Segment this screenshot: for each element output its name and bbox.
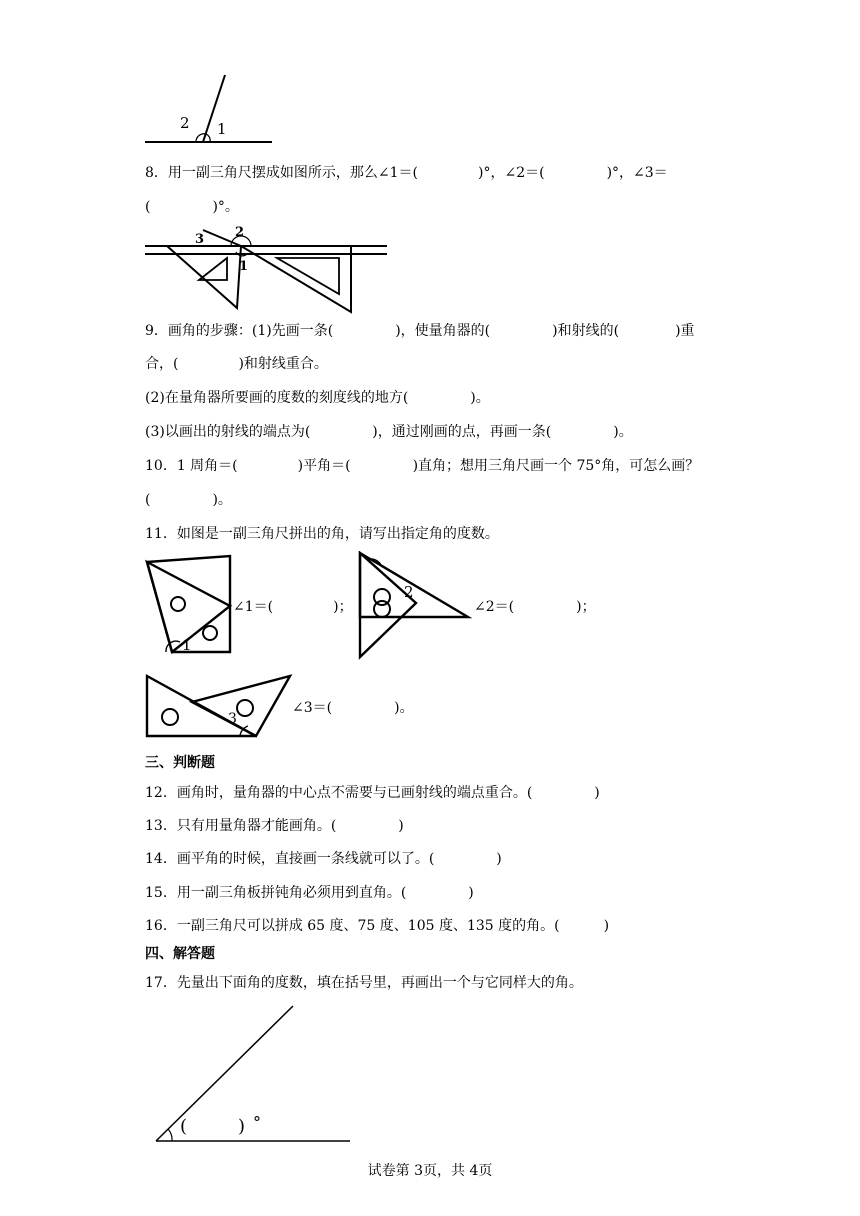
q15: 15．用一副三角板拼钝角必须用到直角。( ) bbox=[145, 885, 474, 901]
q8-line2: ( )°。 bbox=[145, 199, 239, 215]
q13: 13．只有用量角器才能画角。( ) bbox=[145, 818, 404, 834]
figure-q11-angle-3 bbox=[144, 670, 294, 740]
q8-angle-1-label: 1 bbox=[239, 259, 249, 274]
q10-line1: 10．1 周角＝( )平角＝( )直角；想用三角尺画一个 75°角，可怎么画？ bbox=[145, 458, 700, 474]
q8-angle-2-label: 2 bbox=[235, 225, 245, 240]
page-footer: 试卷第 3页，共 4页 bbox=[367, 1163, 493, 1179]
q9-line1: 9．画角的步骤：(1)先画一条( )，使量角器的( )和射线的( )重 bbox=[145, 323, 695, 339]
q11-angle-2-label: 2 bbox=[404, 583, 414, 601]
figure-q11-angle-2 bbox=[356, 551, 472, 661]
section-3-title: 三、判断题 bbox=[145, 755, 215, 771]
q11-angle-1-label: 1 bbox=[182, 636, 192, 654]
figure-q8-set-squares bbox=[143, 222, 389, 314]
figure-angle-1-2 bbox=[140, 70, 280, 150]
q16: 16．一副三角尺可以拼成 65 度、75 度、105 度、135 度的角。( ) bbox=[145, 918, 610, 934]
q8-line1: 8．用一副三角尺摆成如图所示，那么∠1＝( )°，∠2＝( )°，∠3＝ bbox=[145, 165, 668, 181]
q9-line3: (2)在量角器所要画的度数的刻度线的地方( )。 bbox=[145, 390, 490, 406]
angle-1-label: 1 bbox=[217, 120, 227, 138]
q11-answer-2: ∠2＝( )； bbox=[474, 599, 596, 615]
q9-line2: 合，( )和射线重合。 bbox=[145, 356, 328, 372]
q8-angle-3-label: 3 bbox=[195, 232, 205, 247]
q17-text: 17．先量出下面角的度数，填在括号里，再画出一个与它同样大的角。 bbox=[145, 975, 583, 991]
figure-q17-angle bbox=[150, 1002, 355, 1147]
q17-degree: ° bbox=[253, 1113, 261, 1132]
figure-q11-angle-1 bbox=[144, 552, 236, 658]
q17-paren-open: ( bbox=[180, 1116, 188, 1137]
q11-answer-3: ∠3＝( )。 bbox=[292, 700, 414, 716]
q9-line4: (3)以画出的射线的端点为( )，通过刚画的点，再画一条( )。 bbox=[145, 424, 633, 440]
angle-2-label: 2 bbox=[180, 114, 190, 132]
q11-text: 11．如图是一副三角尺拼出的角，请写出指定角的度数。 bbox=[145, 526, 499, 542]
q14: 14．画平角的时候，直接画一条线就可以了。( ) bbox=[145, 851, 502, 867]
q11-answer-1: ∠1＝( )； bbox=[233, 599, 353, 615]
q12: 12．画角时，量角器的中心点不需要与已画射线的端点重合。( ) bbox=[145, 785, 600, 801]
q10-line2: ( )。 bbox=[145, 492, 232, 508]
section-4-title: 四、解答题 bbox=[145, 946, 215, 962]
q17-paren-close: ) bbox=[238, 1116, 246, 1137]
q11-angle-3-label: 3 bbox=[228, 711, 237, 727]
